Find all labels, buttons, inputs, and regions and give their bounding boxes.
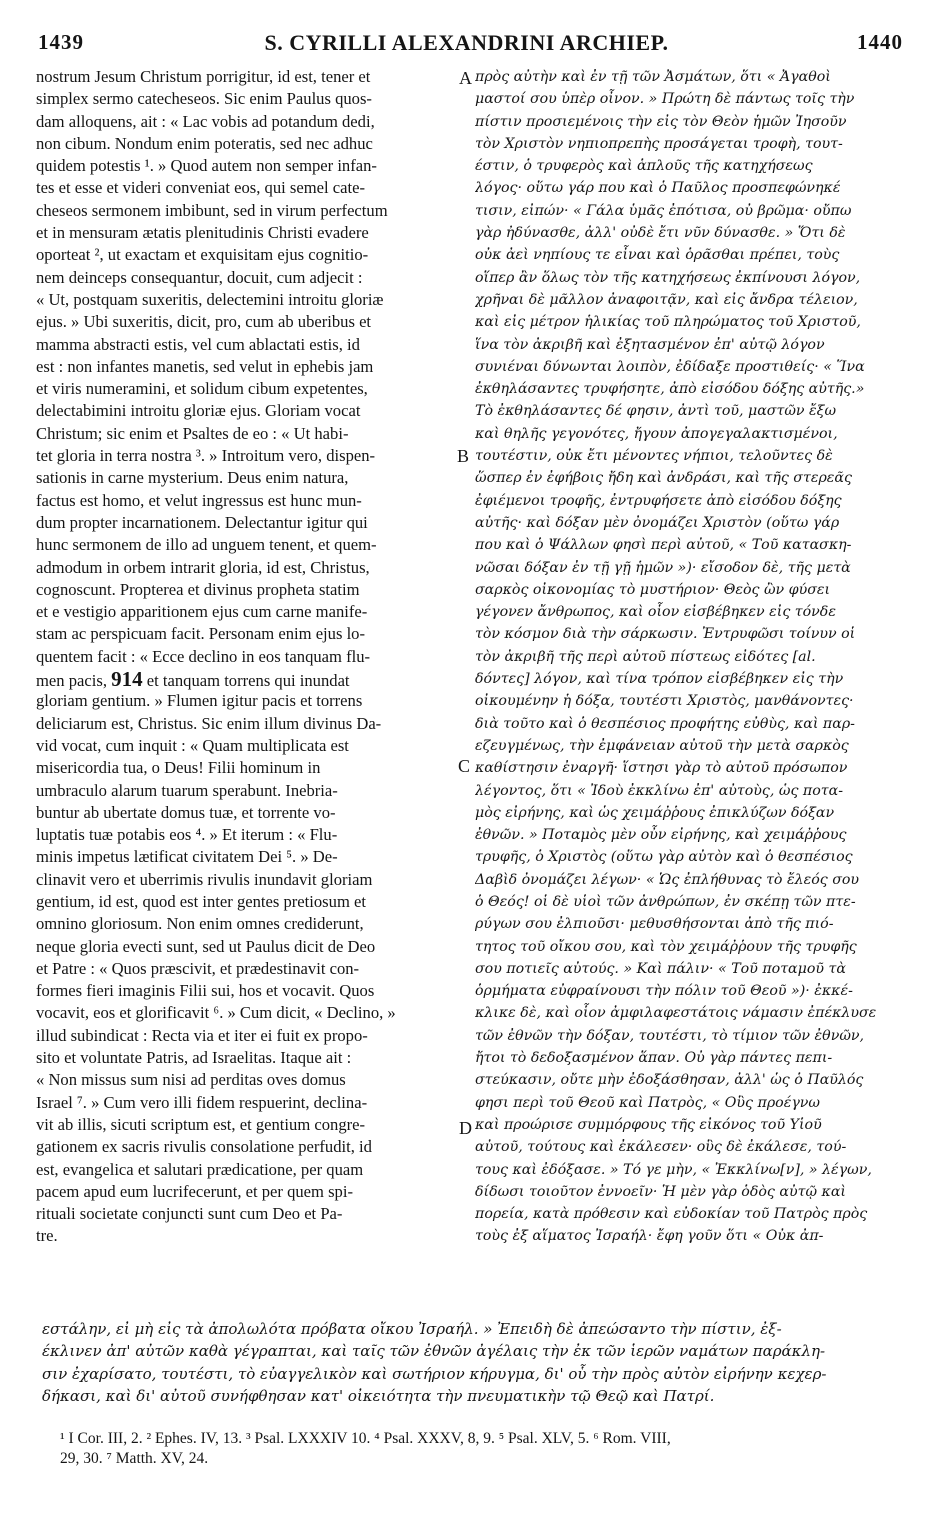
greek-text-line: τῶν ἐθνῶν τὴν δόξαν, τουτέστι, τὸ τίμιον τῶν ἐθνῶν, bbox=[475, 1027, 865, 1044]
section-marker-b: B bbox=[457, 446, 470, 466]
greek-text-line: ὁ Θεός! οἱ δὲ υἱοὶ τῶν ἀνθρώπων, ἐν σκέπῃ τῶν πτε- bbox=[475, 893, 856, 910]
latin-text-line: illud subindicat : Recta via et iter ei fuit ex propo- bbox=[36, 1025, 368, 1045]
latin-text-line: cheseos sermonem imbibunt, sed in virum perfectum bbox=[36, 200, 388, 220]
column-number: 914 bbox=[111, 668, 143, 691]
greek-column bbox=[475, 66, 905, 1248]
greek-text-line: σαρκὸς οἰκονομίας τὸ μυστήριον· Θεὸς ὢν φύσει bbox=[475, 581, 831, 598]
latin-text-line: est, evangelica et salutari prædicatione, per quam bbox=[36, 1159, 364, 1179]
latin-text-line: clinavit vero et uberrimis rivulis inundavit gloriam bbox=[36, 869, 373, 889]
greek-continuation-line: έκλινεν ἀπ' αὐτῶν καθὰ γέγραπται, καὶ ταῖς τῶν ἐθνῶν ἀγέλαις τὴν ἐκ τῶν ἱερῶν ναμάτων παράκλη- bbox=[42, 1342, 826, 1361]
latin-text-line: omnino gloriosum. Non enim omnes crediderunt, bbox=[36, 914, 364, 934]
latin-text-line: delectabimini introitu gloriæ ejus. Gloriam vocat bbox=[36, 401, 361, 421]
greek-text-line: δίδωσι τοιοῦτον ἐννοεῖν· Ἡ μὲν γὰρ ὁδὸς αὐτῷ καὶ bbox=[475, 1183, 846, 1200]
section-marker-a: A bbox=[459, 68, 472, 88]
latin-text-line: oporteat ², ut exactam et exquisitam ejus cognitio- bbox=[36, 245, 369, 265]
latin-text-line: admodum in orbem intrarit gloria, id est, Christus, bbox=[36, 557, 370, 577]
greek-text-line: αὐτοῦ, τούτους καὶ ἐκάλεσεν· οὓς δὲ ἐκάλεσε, τού- bbox=[475, 1139, 847, 1156]
greek-text-line: ἐκθηλάσαντες τρυφήσητε, ἀπὸ εἰσόδου δόξης αὐτῆς.» bbox=[475, 381, 865, 398]
greek-text-line: χρῆναι δὲ μᾶλλον ἀναφοιτᾷν, καὶ εἰς ἄνδρα τέλειον, bbox=[475, 291, 858, 308]
latin-text-line bbox=[36, 668, 456, 690]
latin-text-line: mamma abstracti estis, vel cum ablactati estis, id bbox=[36, 334, 360, 354]
latin-text-line: hunc sermonem de illo ad unguem tenent, et quem- bbox=[36, 535, 377, 555]
latin-text-line: tes et esse et videri conveniat eos, qui semel cate- bbox=[36, 178, 365, 198]
greek-text-line: σου ποτιεῖς αὐτούς. » Καὶ πάλιν· « Τοῦ ποταμοῦ τὰ bbox=[475, 960, 846, 977]
latin-text-line: dum propter incarnationem. Delectantur igitur qui bbox=[36, 512, 368, 532]
greek-text-line: λόγος· οὕτω γάρ που καὶ ὁ Παῦλος προσπεφώνηκέ bbox=[475, 180, 841, 197]
greek-text-line: οὐκ ἀεὶ νηπίους τε εἶναι καὶ ὁρᾶσθαι πρέπει, τοὺς bbox=[475, 247, 840, 264]
greek-text-line: Τὸ ἐκθηλάσαντες δέ φησιν, ἀντὶ τοῦ, μαστῶν ἔξω bbox=[475, 403, 837, 420]
greek-text-line: τρυφῆς, ὁ Χριστὸς (οὕτω γὰρ αὐτὸν καὶ ὁ θεσπέσιος bbox=[475, 849, 853, 866]
latin-text-line: quentem facit : « Ecce declino in eos tanquam flu- bbox=[36, 646, 371, 666]
latin-text-line: gationem ex sacris rivulis consolatione perfudit, id bbox=[36, 1137, 372, 1157]
greek-text-line: τὸν ἀκριβῆ τῆς περὶ αὐτοῦ πίστεως εἰδότες [al. bbox=[475, 648, 816, 665]
latin-line-end: et tanquam torrens qui inundat bbox=[146, 671, 350, 691]
greek-text-line: τους καὶ ἐδόξασε. » Τό γε μὴν, « Ἐκκλίνω[ν], » λέγων, bbox=[475, 1161, 872, 1178]
greek-text-line: δόντες] λόγον, καὶ τίνα τρόπον εἰσβέβηκεν εἰς τὴν bbox=[475, 671, 844, 688]
latin-text-line: et in mensuram ætatis plenitudinis Christi evadere bbox=[36, 223, 369, 243]
greek-text-line: οἰκουμένην ἡ δόξα, τουτέστι Χριστὸς, μανθάνοντες· bbox=[475, 693, 854, 710]
latin-text-line: nostrum Jesum Christum porrigitur, id est, tener et bbox=[36, 67, 371, 86]
latin-column bbox=[36, 66, 456, 1248]
latin-text-line: factus est homo, et velut ingressus est hunc mun- bbox=[36, 490, 362, 510]
latin-text-line: dam alloquens, ait : « Lac vobis ad potandum dedi, bbox=[36, 111, 375, 131]
latin-text-line: est : non infantes manetis, sed velut in ephebis jam bbox=[36, 356, 374, 376]
greek-text-line: πίστιν προσιεμένοις τὴν εἰς τὸν Θεὸν ἡμῶν Ἰησοῦν bbox=[475, 113, 847, 130]
latin-text-line: nem deinceps consequantur, docuit, cum adjecit : bbox=[36, 267, 363, 287]
latin-text-line: non cibum. Nondum enim poteratis, sed nec adhuc bbox=[36, 133, 373, 153]
greek-text-line: καθίστησιν ἐναργῆ· ἵστησι γὰρ τὸ αὐτοῦ πρόσωπον bbox=[475, 760, 848, 777]
greek-text-line: γέγονεν ἄνθρωπος, καὶ οἷον εἰσβέβηκεν εἰς τόνδε bbox=[475, 604, 836, 621]
greek-text-line: καὶ θηλῆς γεγονότες, ἤγουν ἀπογεγαλακτισμένοι, bbox=[475, 425, 838, 442]
latin-text-line: vid vocat, cum inquit : « Quam multiplicata est bbox=[36, 735, 349, 755]
greek-text-line: αὐτῆς· καὶ δόξαν μὲν ὀνομάζει Χριστὸν (οὕτω γάρ bbox=[475, 514, 840, 531]
latin-text-line: tre. bbox=[36, 1226, 58, 1246]
footnote-line: ¹ I Cor. III, 2. ² Ephes. IV, 13. ³ Psal. LXXXIV 10. ⁴ Psal. XXXV, 8, 9. ⁵ Psal. XLV, 5. ⁶ Rom. VIII, bbox=[60, 1430, 671, 1447]
greek-text-line: μὸς εἰρήνης, καὶ ὡς χειμάῤῥους ἐπικλύζων δόξαν bbox=[475, 804, 835, 821]
greek-text-line: εζευγμένως, τὴν ἐμφάνειαν αὐτοῦ τὴν μετὰ σαρκὸς bbox=[475, 737, 849, 754]
latin-text-line: minis impetus lætificat civitatem Dei ⁵. » De- bbox=[36, 847, 338, 867]
greek-text-line: τὸν Χριστὸν νηπιοπρεπὴς προσάγεται τροφὴ, τουτ- bbox=[475, 135, 843, 152]
greek-text-line: λέγοντος, ὅτι « Ἰδοὺ ἐκκλίνω ἐπ' αὐτοὺς, ὡς ποτα- bbox=[475, 782, 843, 799]
greek-text-line: ὥσπερ ἐν ἐφήβοις ἤδη καὶ ἀνδράσι, καὶ τῆς στερεᾶς bbox=[475, 470, 852, 487]
greek-text-line: ἵνα τὸν ἀκριβῆ καὶ ἐξητασμένον ἐπ' αὐτῷ λόγον bbox=[475, 336, 825, 353]
latin-text-line: quidem potestis ¹. » Quod autem non semper infan- bbox=[36, 156, 377, 176]
latin-text-line: neque gloria evecti sunt, sed ut Paulus dicit de Deo bbox=[36, 936, 376, 956]
latin-text-line: formes fieri imaginis Filii sui, hos et vocavit. Quos bbox=[36, 981, 375, 1001]
latin-text-line: « Ut, postquam suxeritis, delectemini introitu gloriæ bbox=[36, 289, 384, 309]
greek-text-line: Δαβὶδ ὀνομάζει λέγων· « Ὡς ἐπλήθυνας τὸ ἔλεός σου bbox=[475, 871, 860, 888]
latin-text-line: umbraculo alarum tuarum sperabunt. Inebria- bbox=[36, 780, 338, 800]
page-number-right: 1440 bbox=[857, 30, 903, 54]
latin-text-line: cognoscunt. Propterea et divinus propheta statim bbox=[36, 579, 360, 599]
greek-text-line: πορεία, κατὰ πρόθεσιν καὶ εὐδοκίαν τοῦ Πατρὸς πρὸς bbox=[475, 1206, 868, 1223]
latin-text-line: Israel ⁷. » Cum vero illi fidem respuerint, declina- bbox=[36, 1092, 368, 1112]
latin-text-line: vocavit, eos et glorificavit ⁶. » Cum dicit, « Declino, » bbox=[36, 1003, 396, 1023]
greek-text-line: γὰρ ἠδύνασθε, ἀλλ' οὐδὲ ἔτι νῦν δύνασθε. » Ὅτι δὲ bbox=[475, 225, 846, 242]
latin-text-line: Christum; sic enim et Psaltes de eo : « Ut habi- bbox=[36, 423, 349, 443]
footnotes bbox=[60, 1429, 900, 1469]
greek-text-line: ἤτοι τὸ δεδοξασμένον ἅπαν. Οὐ γὰρ πάντες πεπι- bbox=[475, 1050, 833, 1067]
greek-text-line: μαστοί σου ὑπὲρ οἶνον. » Πρώτη δὲ πάντως τοῖς τὴν bbox=[475, 91, 855, 108]
greek-text-line: νῶσαι δόξαν ἐν τῇ γῇ ἡμῶν »)· εἴσοδον δὲ, τῆς μετὰ bbox=[475, 559, 851, 576]
latin-text-line: sito et voluntate Patris, ad Israelitas. Itaque ait : bbox=[36, 1048, 352, 1068]
running-title: S. CYRILLI ALEXANDRINI ARCHIEP. bbox=[264, 30, 669, 55]
greek-text-line: έστιν, ὁ τρυφερὸς καὶ ἁπλοῦς τῆς κατηχήσεως bbox=[475, 158, 813, 175]
greek-text-line: ἐφιέμενοι τροφῆς, ἐντρυφήσετε ἀπὸ εἰσόδου δόξης bbox=[475, 492, 842, 509]
greek-text-line: ἐθνῶν. » Ποταμὸς μὲν οὖν εἰρήνης, καὶ χειμάῤῥους bbox=[475, 827, 847, 844]
greek-text-line: φησι περὶ τοῦ Θεοῦ καὶ Πατρὸς, « Οὓς προέγνω bbox=[475, 1094, 820, 1111]
greek-continuation-line: δήκασι, καὶ δι' αὐτοῦ συνήφθησαν κατ' οἰκειότητα τὴν πνευματικὴν τῷ Θεῷ καὶ Πατρί. bbox=[42, 1386, 715, 1405]
greek-text-line: καὶ εἰς μέτρον ἡλικίας τοῦ πληρώματος τοῦ Χριστοῦ, bbox=[475, 314, 861, 331]
running-header bbox=[30, 30, 903, 64]
greek-text-line: τισιν, εἰπών· « Γάλα ὑμᾶς ἐπότισα, οὐ βρῶμα· οὔπω bbox=[475, 202, 852, 219]
greek-continuation-line: εστάλην, εἰ μὴ εἰς τὰ ἀπολωλότα πρόβατα οἴκου Ἰσραήλ. » Ἐπειδὴ δὲ ἀπεώσαντο τὴν πίστιν, ἐξ- bbox=[42, 1320, 782, 1338]
latin-text-line: luptatis tuæ potabis eos ⁴. » Et iterum : « Flu- bbox=[36, 825, 338, 845]
greek-continuation bbox=[42, 1318, 902, 1407]
greek-text-line: ρύγων σου ἐλπιοῦσι· μεθυσθήσονται ἀπὸ τῆς πιό- bbox=[475, 916, 834, 933]
greek-text-line: διὰ τοῦτο καὶ ὁ θεσπέσιος προφήτης εὐθὺς, καὶ παρ- bbox=[475, 715, 855, 732]
latin-text-line: vit ab illis, sicuti scriptum est, et gentium congre- bbox=[36, 1114, 366, 1134]
greek-text-line: τοὺς ἐξ αἵματος Ἰσραήλ· ἔφη γοῦν ὅτι « Οὐκ ἀπ- bbox=[475, 1228, 824, 1245]
greek-continuation-line: σιν ἐχαρίσατο, τουτέστι, τὸ εὐαγγελικὸν καὶ σωτήριον κήρυγμα, δι' οὗ τὴν πρὸς αὐτὸν εἰρήνην κεχερ- bbox=[42, 1364, 827, 1383]
page-number-left: 1439 bbox=[38, 30, 84, 54]
greek-text-line: συνιέναι δύνωνται λοιπὸν, ἐδίδαξε προστιθείς· « Ἵνα bbox=[475, 358, 865, 375]
latin-text-line: stam ac perspicuam facit. Personam enim ejus lo- bbox=[36, 624, 366, 644]
greek-text-line: οἵπερ ἂν ὅλως τὸν τῆς κατηχήσεως ἐκπίνουσι λόγον, bbox=[475, 269, 861, 286]
section-marker-d: D bbox=[459, 1118, 472, 1138]
greek-text-line: πρὸς αὐτὴν καὶ ἐν τῇ τῶν Ἀσμάτων, ὅτι « Ἀγαθοὶ bbox=[475, 69, 831, 85]
greek-text-line: στεύκασιν, οὔτε μὴν ἐδοξάσθησαν, ἀλλ' ὡς ὁ Παῦλός bbox=[475, 1072, 864, 1089]
latin-text-line: ejus. » Ubi suxeritis, dicit, pro, cum ab uberibus et bbox=[36, 312, 372, 332]
latin-text-line: gloriam gentium. » Flumen igitur pacis et torrens bbox=[36, 691, 363, 711]
latin-line-start: men pacis, bbox=[36, 671, 107, 691]
latin-text-line: sationis in carne mysterium. Deus enim natura, bbox=[36, 468, 349, 488]
footnote-line: 29, 30. ⁷ Matth. XV, 24. bbox=[60, 1450, 209, 1467]
latin-text-line: tet gloria in terra nostra ³. » Introitum vero, dispen- bbox=[36, 446, 376, 466]
greek-text-line: καὶ προώρισε συμμόρφους τῆς εἰκόνος τοῦ Υἱοῦ bbox=[475, 1116, 822, 1133]
section-marker-c: C bbox=[458, 756, 471, 776]
greek-text-line: ὁρμήματα εὐφραίνουσι τὴν πόλιν τοῦ Θεοῦ »)· ἐκκέ- bbox=[475, 983, 853, 1000]
latin-text-line: « Non missus sum nisi ad perditas oves domus bbox=[36, 1070, 346, 1090]
latin-text-line: rituali societate conjuncti sunt cum Deo et Pa- bbox=[36, 1204, 343, 1224]
latin-text-line: pacem apud eum lucrifecerunt, et per quem spi- bbox=[36, 1181, 353, 1201]
greek-text-line: κλικε δὲ, καὶ οἷον ἀμφιλαφεστάτοις νάμασιν ἐπέκλυσε bbox=[475, 1005, 877, 1022]
latin-text-line: gentium, id est, quod est inter gentes pretiosum et bbox=[36, 891, 366, 911]
latin-text-line: simplex sermo catecheseos. Sic enim Paulus quos- bbox=[36, 89, 372, 109]
latin-text-line: et Patre : « Quos præscivit, et prædestinavit con- bbox=[36, 958, 360, 978]
greek-text-line: τουτέστιν, οὐκ ἔτι μένοντες νήπιοι, τελοῦντες δὲ bbox=[475, 448, 833, 465]
greek-text-line: που καὶ ὁ Ψάλλων φησὶ περὶ αὐτοῦ, « Τοῦ κατασκη- bbox=[475, 537, 852, 554]
latin-text-line: buntur ab ubertate domus tuæ, et torrente vo- bbox=[36, 802, 336, 822]
greek-text-line: τητος τοῦ οἴκου σου, καὶ τὸν χειμάῤῥουν τῆς τρυφῆς bbox=[475, 938, 857, 955]
latin-text-line: et e vestigio apparitionem ejus cum carne manife- bbox=[36, 602, 368, 622]
greek-text-line: τὸν κόσμον διὰ τὴν σάρκωσιν. Ἐντρυφῶσι τοίνυν οἱ bbox=[475, 626, 856, 643]
latin-text-line: misericordia tua, o Deus! Filii hominum in bbox=[36, 758, 321, 778]
latin-text-line: et viris numeramini, et solidum cibum expetentes, bbox=[36, 379, 368, 399]
latin-text-line: deliciarum est, Christus. Sic enim illum divinus Da- bbox=[36, 713, 382, 733]
